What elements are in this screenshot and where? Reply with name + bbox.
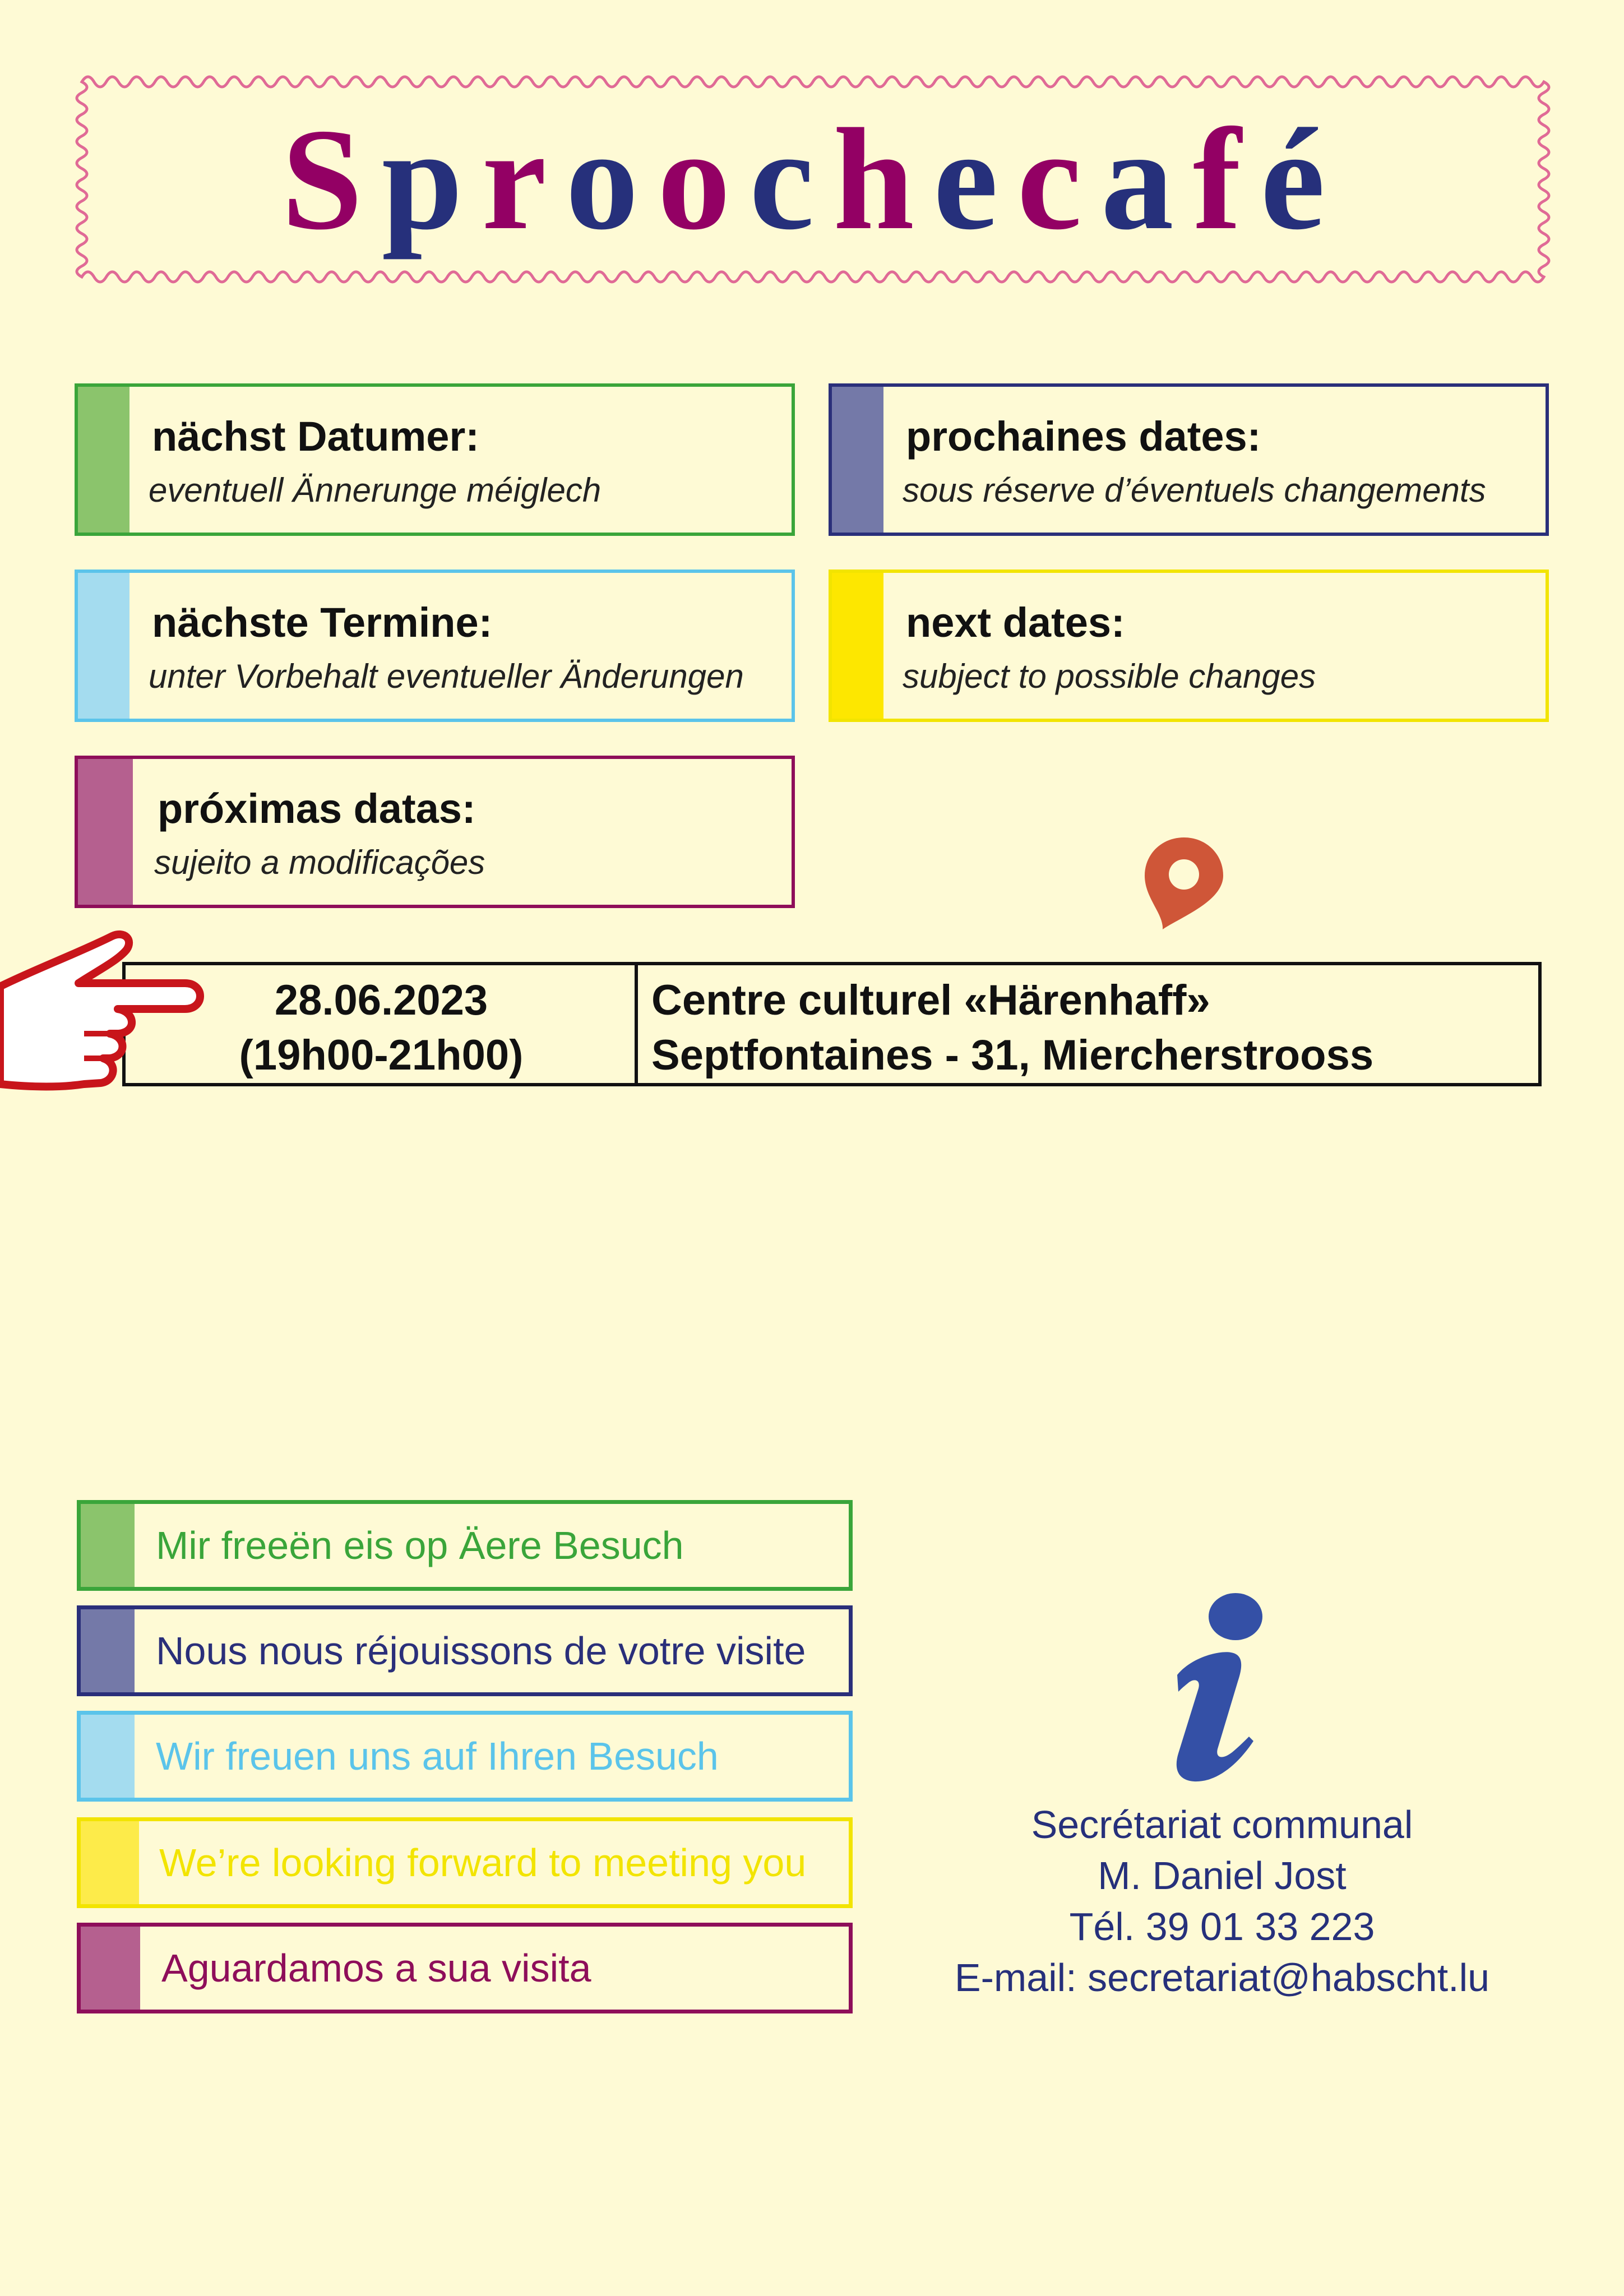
dates-box-german <box>75 570 795 722</box>
contact-phone[interactable]: Tél. 39 01 33 223 <box>1069 1905 1375 1948</box>
dates-heading: next dates: <box>906 599 1125 646</box>
dates-box-portuguese <box>75 756 795 908</box>
title-letter: f <box>1192 98 1261 260</box>
color-bar-yellow <box>81 1821 139 1904</box>
contact-office: Secrétariat communal <box>1031 1803 1413 1846</box>
welcome-text: We’re looking forward to meeting you <box>159 1841 807 1885</box>
color-bar-green <box>78 387 129 533</box>
title-letter: é <box>1260 98 1344 260</box>
event-divider <box>635 962 638 1086</box>
welcome-text: Wir freuen uns auf Ihren Besuch <box>156 1734 719 1778</box>
dates-heading: nächste Termine: <box>152 599 493 646</box>
title-letter: e <box>933 98 1017 260</box>
color-bar-navy <box>81 1609 135 1692</box>
dates-heading: prochaines dates: <box>906 413 1261 460</box>
welcome-box-luxembourgish <box>77 1500 853 1591</box>
welcome-box-french <box>77 1605 853 1696</box>
title-letter: p <box>381 98 482 260</box>
color-bar-cyan <box>81 1715 135 1798</box>
location-pin-icon <box>1141 835 1227 932</box>
dates-note: unter Vorbehalt eventueller Änderungen <box>149 658 744 695</box>
color-bar-green <box>81 1504 135 1587</box>
welcome-text: Nous nous réjouissons de votre visite <box>156 1629 806 1673</box>
info-icon <box>1166 1590 1278 1789</box>
contact-name: M. Daniel Jost <box>1098 1854 1347 1897</box>
welcome-box-german <box>77 1711 853 1802</box>
event-time: (19h00-21h00) <box>239 1031 524 1079</box>
color-bar-yellow <box>832 573 883 719</box>
contact-email[interactable]: E-mail: secretariat@habscht.lu <box>954 1956 1490 1999</box>
color-bar-cyan <box>78 573 129 719</box>
title-letter: c <box>1017 98 1101 260</box>
welcome-box-english <box>77 1817 853 1908</box>
dates-note: sous réserve d’éventuels changements <box>903 471 1486 509</box>
title-letter: r <box>482 98 566 260</box>
color-bar-navy <box>832 387 883 533</box>
title-letter: S <box>281 98 382 260</box>
title-letter: o <box>657 98 749 260</box>
event-date: 28.06.2023 <box>274 976 488 1024</box>
dates-box-luxembourgish <box>75 383 795 536</box>
event-venue-cell <box>651 973 1526 1083</box>
title-letter: o <box>565 98 658 260</box>
dates-note: eventuell Ännerunge méiglech <box>149 471 602 509</box>
color-bar-purple <box>78 759 133 905</box>
page-title <box>73 73 1553 286</box>
welcome-text: Mir freeën eis op Äere Besuch <box>156 1524 684 1567</box>
pointing-hand-icon <box>0 925 213 1118</box>
dates-note: sujeito a modificações <box>154 844 485 881</box>
welcome-text: Aguardamos a sua visita <box>161 1946 591 1990</box>
title-letter: c <box>749 98 834 260</box>
title-letter: a <box>1100 98 1193 260</box>
dates-box-french <box>829 383 1549 536</box>
title-letter: h <box>833 98 933 260</box>
dates-heading: próximas datas: <box>158 785 476 832</box>
dates-note: subject to possible changes <box>903 658 1316 695</box>
color-bar-purple <box>81 1927 140 2010</box>
dates-box-english <box>829 570 1549 722</box>
event-address: Septfontaines - 31, Miercherstrooss <box>651 1031 1374 1079</box>
welcome-box-portuguese <box>77 1923 853 2013</box>
event-venue: Centre culturel «Härenhaff» <box>651 976 1210 1024</box>
contact-block <box>875 1799 1570 2003</box>
dates-heading: nächst Datumer: <box>152 413 479 460</box>
